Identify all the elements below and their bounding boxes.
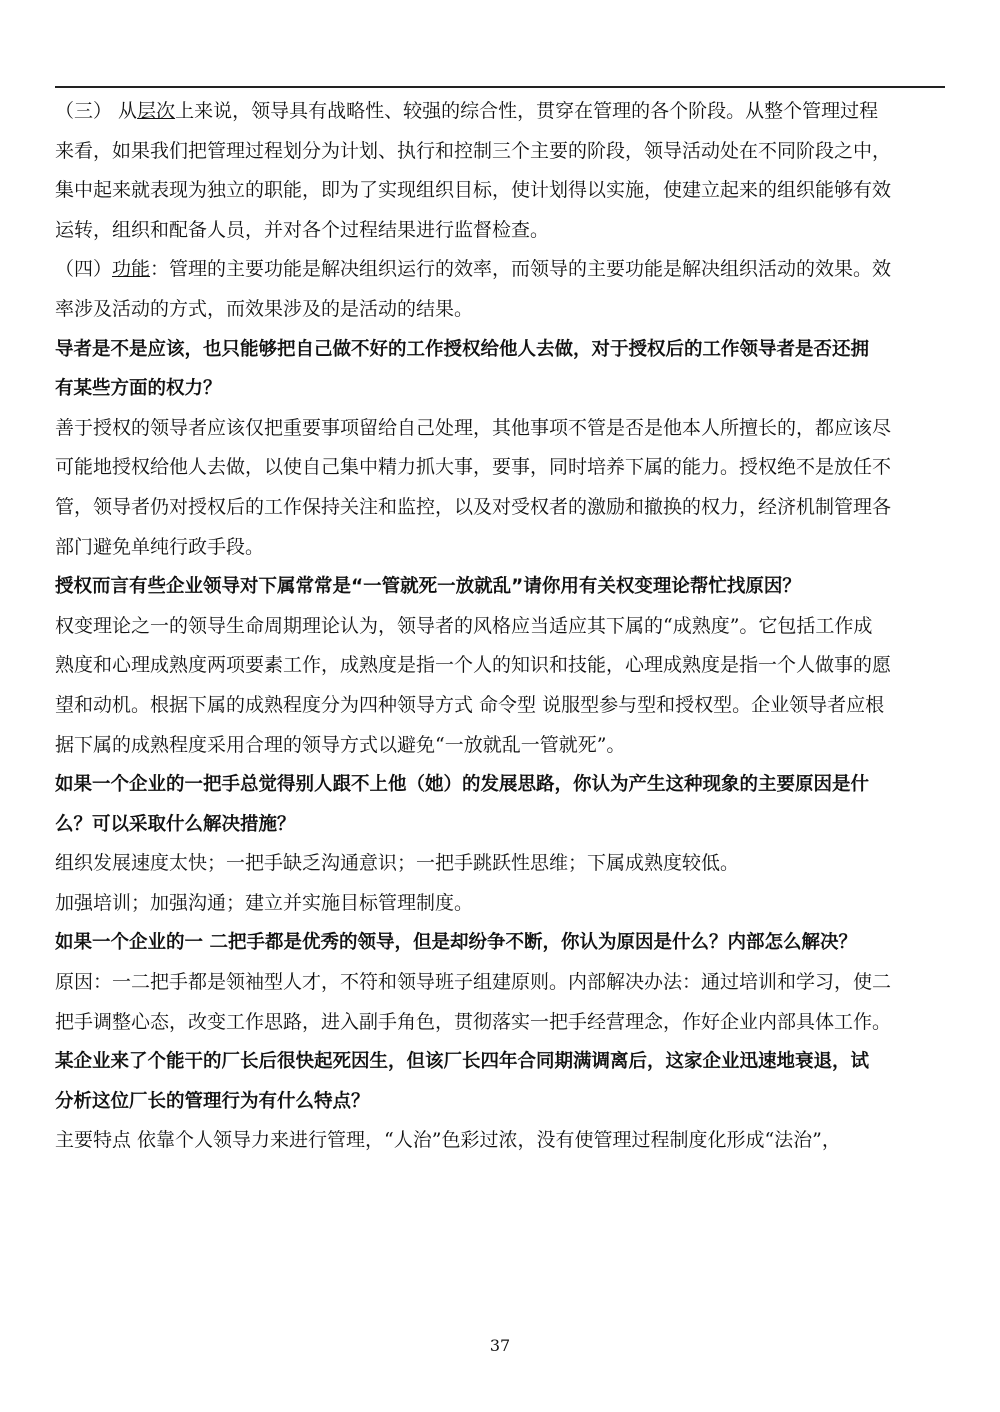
question-line: 如果一个企业的一 二把手都是优秀的领导，但是却纷争不断，你认为原因是什么？内部怎么解决？ xyxy=(55,932,857,954)
text-line: 运转，组织和配备人员，并对各个过程结果进行监督检查。 xyxy=(55,218,550,241)
text-line: 据下属的成熟程度采用合理的领导方式以避免“一放就乱一管就死”。 xyxy=(55,733,626,756)
question-line: 某企业来了个能干的厂长后很快起死因生，但该厂长四年合同期满调离后，这家企业迅速地衰退，试 xyxy=(55,1051,870,1073)
question-line: 么？可以采取什么解决措施？ xyxy=(55,813,296,835)
question-line: 导者是不是应该，也只能够把自己做不好的工作授权给他人去做，对于授权后的工作领导者是否还拥 xyxy=(55,338,870,360)
question-line: 分析这位厂长的管理行为有什么特点？ xyxy=(55,1090,370,1112)
text-line xyxy=(55,250,947,290)
line-prefix: （四） xyxy=(55,258,113,281)
text-line: 权变理论之一的领导生命周期理论认为，领导者的风格应当适应其下属的“成熟度”。它包括工作成 xyxy=(55,614,873,637)
document-body xyxy=(55,92,947,1161)
header-rule xyxy=(55,86,945,88)
text-line: 部门避免单纯行政手段。 xyxy=(55,535,265,558)
line-suffix: 上来说，领导具有战略性、较强的综合性，贯穿在管理的各个阶段。从整个管理过程 xyxy=(175,100,879,122)
question-line: 如果一个企业的一把手总觉得别人跟不上他（她）的发展思路，你认为产生这种现象的主要原因是什 xyxy=(55,774,870,796)
text-line xyxy=(55,92,947,132)
text-line: 把手调整心态，改变工作思路，进入副手角色，贯彻落实一把手经营理念，作好企业内部具体工作。 xyxy=(55,1010,892,1033)
text-line: 善于授权的领导者应该仅把重要事项留给自己处理，其他事项不管是否是他本人所擅长的，都应该尽 xyxy=(55,416,892,439)
text-line: 原因：一二把手都是领袖型人才，不符和领导班子组建原则。内部解决办法：通过培训和学习，使二 xyxy=(55,971,892,994)
line-suffix: ：管理的主要功能是解决组织运行的效率，而领导的主要功能是解决组织活动的效果。效 xyxy=(150,258,892,281)
text-line: 熟度和心理成熟度两项要素工作，成熟度是指一个人的知识和技能，心理成熟度是指一个人做事的愿 xyxy=(55,654,892,677)
text-line: 主要特点 依靠个人领导力来进行管理，“人治”色彩过浓，没有使管理过程制度化形成“法治”， xyxy=(55,1129,841,1152)
text-line: 集中起来就表现为独立的职能，即为了实现组织目标，使计划得以实施，使建立起来的组织能够有效 xyxy=(55,179,892,202)
underlined-term: 功能 xyxy=(112,258,151,281)
page-number: 37 xyxy=(489,1336,511,1355)
text-line: 可能地授权给他人去做，以使自己集中精力抓大事，要事，同时培养下属的能力。授权绝不是放任不 xyxy=(55,456,892,479)
text-line: 加强培训；加强沟通；建立并实施目标管理制度。 xyxy=(55,891,474,914)
question-line: 授权而言有些企业领导对下属常常是“一管就死一放就乱”请你用有关权变理论帮忙找原因？ xyxy=(55,576,801,598)
text-line: 率涉及活动的方式，而效果涉及的是活动的结果。 xyxy=(55,297,474,320)
text-line: 组织发展速度太快；一把手缺乏沟通意识；一把手跳跃性思维；下属成熟度较低。 xyxy=(55,852,740,875)
text-line: 管，领导者仍对授权后的工作保持关注和监控，以及对受权者的激励和撤换的权力，经济机制管理各 xyxy=(55,495,892,518)
underlined-term: 层次 xyxy=(137,100,176,122)
question-line: 有某些方面的权力？ xyxy=(55,378,222,400)
text-line: 来看，如果我们把管理过程划分为计划、执行和控制三个主要的阶段，领导活动处在不同阶段之中， xyxy=(55,139,892,162)
line-prefix: （三） 从 xyxy=(55,100,138,122)
text-line: 望和动机。根据下属的成熟程度分为四种领导方式 命令型 说服型参与型和授权型。企业领导者应根 xyxy=(55,693,885,716)
